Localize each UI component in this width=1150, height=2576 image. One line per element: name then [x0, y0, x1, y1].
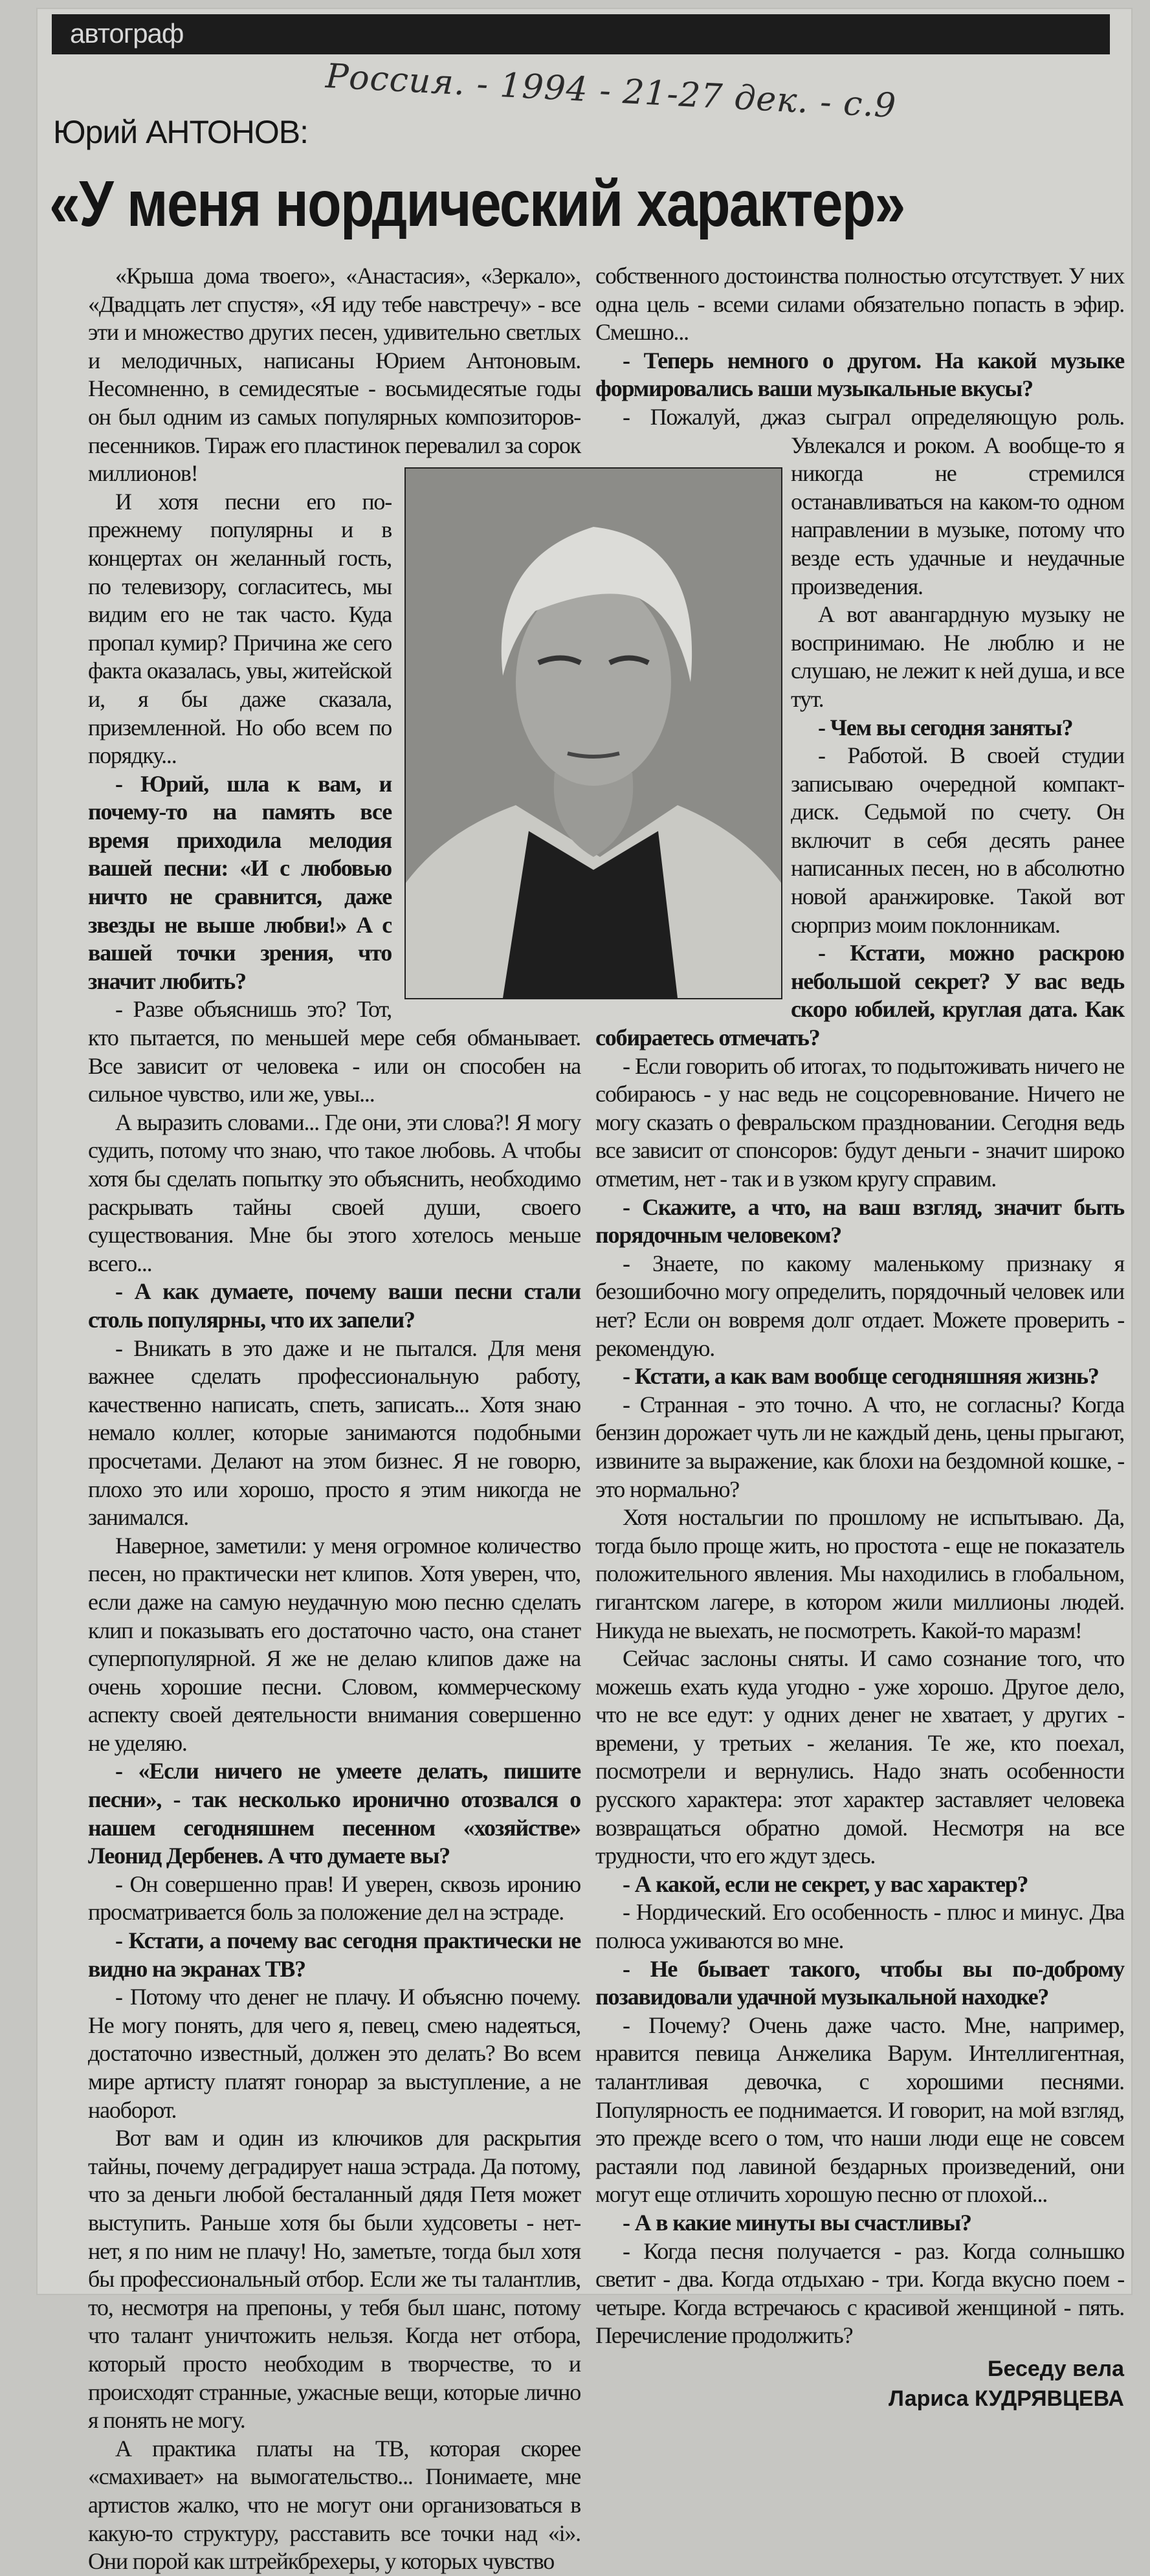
portrait-photo [404, 467, 782, 999]
article-paragraph: - Работой. В своей студии записываю очередной компакт-диск. Седьмой по счету. Он включит в себя десять ранее написанных песен, но в абсолютно новой аранжировке. Такой вот сюрприз моим поклонникам. [791, 742, 1124, 938]
rubric-bar [52, 14, 1110, 54]
interview-question: - Кстати, а почему вас сегодня практически не видно на экранах ТВ? [88, 1927, 581, 1982]
interview-question: - Теперь немного о другом. На какой музыке формировались ваши музыкальные вкусы? [595, 347, 1124, 402]
article-paragraph: «Крыша дома твоего», «Анастасия», «Зеркало», «Двадцать лет спустя», «Я иду тебе навстречу» - все эти и множество других песен, удивительно светлых и мелодичных, написаны Юрием Антоновым. Несомненно, в семидесятые - восьмидесятые годы он был одним из самых популярных композиторов-песенников. Тираж его пластинок перевалил за сорок миллионов! [88, 263, 581, 487]
article-paragraph: - Потому что денег не плачу. И объясню почему. Не могу понять, для чего я, певец, смею надеяться, достаточно известный, должен это делать? Во всем мире артисту платят гонорар за выступление, а не наоборот. [88, 1984, 581, 2123]
article-paragraph: - Странная - это точно. А что, не согласны? Когда бензин дорожает чуть ли не каждый день, цены прыгают, извините за выражение, как блохи на бездомной кошке, - это нормально? [595, 1391, 1124, 1502]
article-paragraph: - Почему? Очень даже часто. Мне, например, нравится певица Анжелика Варум. Интеллигентная, талантливая девочка, с хорошими песнями. Популярность ее поднимается. И говорит, на мой взгляд, это прежде всего о том, что наши люди еще не совсем растаяли под лавиной бездарных произведений, они могут еще отличить хорошую песню от плохой... [595, 2012, 1124, 2208]
handwritten-source-note: Россия. - 1994 - 21-27 дек. - с.9 [324, 57, 898, 126]
article-paragraph: - Если говорить об итогах, то подытоживать ничего не собираюсь - у нас ведь не соцсоревнование. Ничего не могу сказать о февральском праздновании. Сегодня ведь все зависит от спонсоров: будут деньги - значит широко отметим, нет - так и в узком кругу справим. [595, 1052, 1124, 1192]
portrait-image [406, 469, 781, 998]
article-paragraph: - Он совершенно прав! И уверен, сквозь иронию просматривается боль за положение дел на эстраде. [88, 1871, 581, 1926]
interview-question: - «Если ничего не умеете делать, пишите песни», - так несколько иронично отозвался о нашем сегодняшнем песенном «хозяйстве» Леонид Дербенев. А что думаете вы? [88, 1758, 581, 1869]
interview-question: - Кстати, а как вам вообще сегодняшняя жизнь? [623, 1363, 1099, 1390]
interview-question: - А в какие минуты вы счастливы? [623, 2209, 971, 2236]
interview-question: - Чем вы сегодня заняты? [818, 714, 1073, 740]
byline [595, 2354, 1124, 2414]
article-paragraph: - Когда песня получается - раз. Когда солнышко светит - два. Когда отдыхаю - три. Когда вкусно поем - четыре. Когда встречаюсь с красивой женщиной - пять. Перечисление продолжить? [595, 2237, 1124, 2349]
article-paragraph: - Нордический. Его особенность - плюс и минус. Два полюса уживаются во мне. [595, 1899, 1124, 1954]
article-paragraph: - Пожалуй, джаз сыграл определяющую роль. Увлекался и роком. А вообще-то я никогда не стремился останавливаться на каком-то одном направлении в музыке, потому что везде есть удачные и неудачные произведения. [623, 403, 1124, 599]
article-paragraph: собственного достоинства полностью отсутствует. У них одна цель - всеми силами обязательно попасть в эфир. Смешно... [595, 263, 1124, 346]
article-paragraph: Вот вам и один из ключиков для раскрытия тайны, почему деградирует наша эстрада. Да потому, что за деньги любой бесталанный дядя Петя может выступить. Раньше хотя бы были худсоветы - нет-нет, я по ним не плачу! Но, заметьте, тогда был хотя бы профессиональный отбор. Если же ты талантлив, то, несмотря на препоны, у тебя был шанс, потому что талант уничтожить нельзя. Когда нет отбора, который просто необходим в творчестве, то и происходят странные, ужасные вещи, которые лично я понять не могу. [88, 2125, 581, 2434]
interview-question: - Скажите, а что, на ваш взгляд, значит быть порядочным человеком? [595, 1194, 1124, 1249]
interview-question: - А какой, если не секрет, у вас характер? [623, 1871, 1028, 1897]
article-paragraph: А выразить словами... Где они, эти слова?! Я могу судить, потому что знаю, что такое любовь. А чтобы хотя бы сделать попытку это объяснить, необходимо раскрывать тайны своей души, своего существования. Мне бы этого хотелось меньше всего... [88, 1109, 581, 1276]
interview-question: - Не бывает такого, чтобы вы по-доброму позавидовали удачной музыкальной находке? [595, 1955, 1124, 2010]
article-paragraph: Хотя ностальгии по прошлому не испытываю. Да, тогда было проще жить, но простота - еще не показатель положительного явления. Мы находились в глобальном, гигантском лагере, в котором жили миллионы людей. Никуда не выехать, не посмотреть. Какой-то маразм! [595, 1504, 1124, 1643]
article-paragraph: - Знаете, по какому маленькому признаку я безошибочно могу определить, порядочный человек или нет? Если он вовремя долг отдает. Можете проверить - рекомендую. [595, 1250, 1124, 1361]
interview-question: - А как думаете, почему ваши песни стали столь популярны, что их запели? [88, 1278, 581, 1333]
article-paragraph: А практика платы на ТВ, которая скорее «смахивает» на вымогательство... Понимаете, мне артистов жалко, что не могут они организоваться в какую-то структуру, расставить все точки над «i». Они порой как штрейкбрехеры, у которых чувство [88, 2435, 581, 2575]
article-paragraph: Сейчас заслоны сняты. И само сознание того, что можешь ехать куда угодно - уже хорошо. Другое дело, что не все едут: у одних денег не хватает, у других - времени, у третьих - желания. Те же, кто поехал, посмотрели и вернулись. Надо знать особенности русского характера: этот характер заставляет человека возвращаться обратно домой. Несмотря на все трудности, что его ждут здесь. [595, 1645, 1124, 1869]
article-paragraph: А вот авангардную музыку не воспринимаю. Не люблю и не слушаю, не лежит к ней душа, и все тут. [791, 601, 1124, 712]
interview-question: - Кстати, можно раскрою небольшой секрет? У вас ведь скоро юбилей, круглая дата. Как собираетесь отмечать? [595, 940, 1124, 1051]
article-paragraph: Наверное, заметили: у меня огромное количество песен, но практически нет клипов. Хотя уверен, что, если даже на самую неудачную мою песню сделать клип и показывать его достаточно часто, она станет суперпопулярной. Я же не делаю клипов даже на очень хорошие песни. Словом, коммерческому аспекту своей деятельности внимания совершенно не уделяю. [88, 1532, 581, 1756]
headline: «У меня нордический характер» [49, 168, 905, 240]
byline-line2: Лариса КУДРЯВЦЕВА [889, 2386, 1124, 2411]
interview-question: - Юрий, шла к вам, и почему-то на память все время приходила мелодия вашей песни: «И с любовью ничто не сравнится, даже звезды не выше любви!» А с вашей точки зрения, что значит любить? [88, 770, 392, 994]
byline-line1: Беседу вела [988, 2356, 1124, 2381]
article-paragraph: - Разве объяснишь это? Тот, кто пытается, по меньшей мере себя обманывает. Все зависит от человека - или он способен на сильное чувство, или же, увы... [88, 996, 581, 1107]
rubric-label: автограф [70, 18, 184, 49]
article-paragraph: И хотя песни его по-прежнему популярны и в концертах он желанный гость, по телевизору, согласитесь, мы видим его не так часто. Куда пропал кумир? Причина же сего факта оказалась, увы, житейской и, я бы даже сказала, приземленной. Но обо всем по порядку... [88, 488, 392, 769]
interviewee-name: Юрий АНТОНОВ: [53, 114, 308, 150]
article-paragraph: - Вникать в это даже и не пытался. Для меня важнее сделать профессиональную работу, качественно написать, спеть, записать... Хотя знаю немало коллег, которые занимаются подобными просчетами. Делают на этом бизнес. Я не говорю, плохо это или хорошо, просто я этим никогда не занимался. [88, 1335, 581, 1531]
